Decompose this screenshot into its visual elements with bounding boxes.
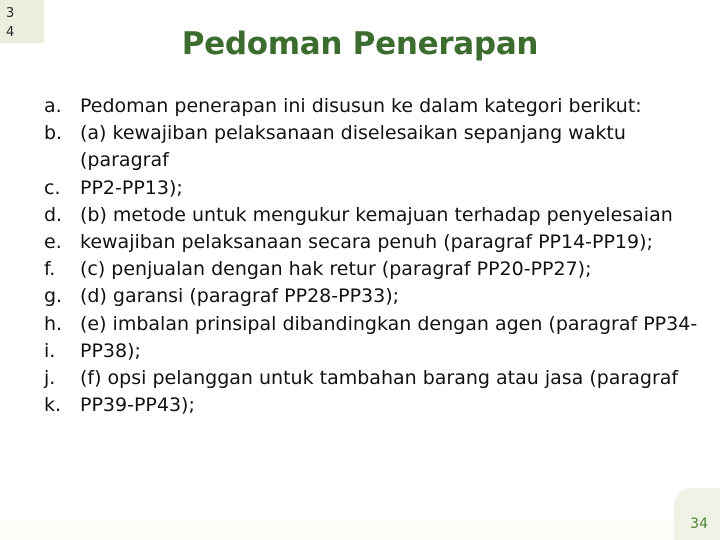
list-item bbox=[44, 93, 704, 120]
list-marker: d. bbox=[44, 203, 63, 226]
list-item-text: (e) imbalan prinsipal dibandingkan dengan agen (paragraf PP34- bbox=[80, 312, 698, 335]
list-marker: g. bbox=[44, 285, 63, 308]
list-item-text: Pedoman penerapan ini disusun ke dalam kategori berikut: bbox=[80, 95, 642, 117]
list-item-text: PP2-PP13); bbox=[80, 176, 183, 199]
list-marker: b. bbox=[44, 122, 63, 145]
list-item-text: (a) kewajiban pelaksanaan diselesaikan sepanjang waktu (paragraf bbox=[80, 122, 626, 172]
list-item bbox=[44, 120, 704, 174]
list-marker: f. bbox=[44, 258, 56, 281]
list-marker: c. bbox=[44, 176, 61, 199]
list-item-text: PP38); bbox=[80, 339, 141, 362]
list-marker: j. bbox=[44, 367, 56, 390]
list-item-text: kewajiban pelaksanaan secara penuh (paragraf PP14-PP19); bbox=[80, 231, 653, 254]
slide-title: Pedoman Penerapan bbox=[181, 26, 539, 62]
list-item bbox=[44, 229, 704, 256]
list-item-text: (b) metode untuk mengukur kemajuan terhadap penyelesaian bbox=[80, 203, 673, 226]
list-item bbox=[44, 338, 704, 365]
list-marker: a. bbox=[44, 95, 62, 117]
list-marker: e. bbox=[44, 231, 62, 254]
page-number: 34 bbox=[690, 516, 708, 532]
list-item-text: (c) penjualan dengan hak retur (paragraf PP20-PP27); bbox=[80, 258, 592, 281]
list-marker: h. bbox=[44, 312, 63, 335]
list-item bbox=[44, 175, 704, 202]
list-item-text: PP39-PP43); bbox=[80, 394, 195, 417]
list-item bbox=[44, 365, 704, 392]
corner-slide-number: 3 4 bbox=[6, 6, 15, 40]
list-marker: k. bbox=[44, 394, 62, 417]
list-marker: i. bbox=[44, 339, 56, 362]
content-list bbox=[44, 93, 704, 419]
list-item-text: (d) garansi (paragraf PP28-PP33); bbox=[80, 285, 400, 308]
list-item-text: (f) opsi pelanggan untuk tambahan barang atau jasa (paragraf bbox=[80, 367, 679, 390]
list-item bbox=[44, 256, 704, 283]
page-number-badge bbox=[674, 488, 720, 540]
list-item bbox=[44, 311, 704, 338]
list-item bbox=[44, 392, 704, 419]
footer-band bbox=[0, 520, 720, 540]
list-item bbox=[44, 283, 704, 310]
list-item bbox=[44, 202, 704, 229]
